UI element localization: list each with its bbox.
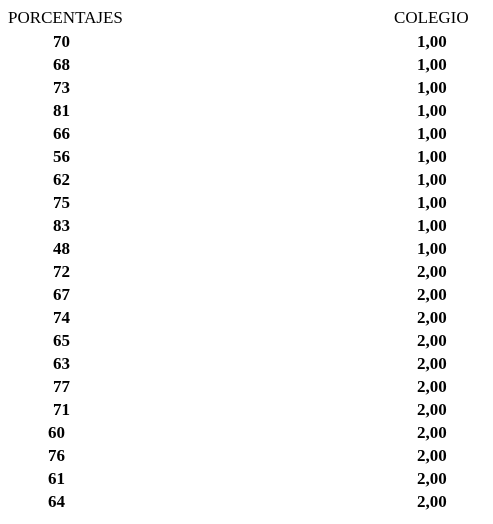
colegio-header: COLEGIO	[394, 8, 469, 27]
colegio-cell: 2,00	[417, 262, 447, 281]
porcentaje-cell: 68	[53, 55, 70, 74]
porcentaje-cell: 76	[48, 446, 65, 465]
porcentaje-cell: 56	[53, 147, 70, 166]
porcentaje-cell: 62	[53, 170, 70, 189]
table-row	[0, 329, 493, 352]
porcentaje-cell: 61	[48, 469, 65, 488]
colegio-cell: 1,00	[417, 55, 447, 74]
porcentaje-cell: 64	[48, 492, 65, 511]
porcentaje-cell: 73	[53, 78, 70, 97]
colegio-cell: 1,00	[417, 170, 447, 189]
table-row	[0, 53, 493, 76]
porcentaje-cell: 48	[53, 239, 70, 258]
table-row	[0, 99, 493, 122]
colegio-cell: 1,00	[417, 239, 447, 258]
porcentaje-cell: 70	[53, 32, 70, 51]
porcentaje-cell: 63	[53, 354, 70, 373]
table-row	[0, 145, 493, 168]
table-row	[0, 168, 493, 191]
porcentaje-cell: 65	[53, 331, 70, 350]
table-row	[0, 283, 493, 306]
porcentaje-cell: 83	[53, 216, 70, 235]
colegio-cell: 2,00	[417, 331, 447, 350]
porcentaje-cell: 74	[53, 308, 70, 327]
table-row	[0, 30, 493, 53]
porcentaje-cell: 81	[53, 101, 70, 120]
colegio-cell: 2,00	[417, 377, 447, 396]
colegio-cell: 2,00	[417, 285, 447, 304]
table-row	[0, 398, 493, 421]
porcentaje-cell: 66	[53, 124, 70, 143]
colegio-cell: 2,00	[417, 354, 447, 373]
porcentaje-cell: 60	[48, 423, 65, 442]
colegio-cell: 2,00	[417, 423, 447, 442]
table-row	[0, 444, 493, 467]
colegio-cell: 2,00	[417, 469, 447, 488]
colegio-cell: 1,00	[417, 101, 447, 120]
porcentaje-cell: 77	[53, 377, 70, 396]
colegio-cell: 1,00	[417, 193, 447, 212]
porcentaje-cell: 72	[53, 262, 70, 281]
porcentaje-cell: 67	[53, 285, 70, 304]
table-row	[0, 260, 493, 283]
colegio-cell: 1,00	[417, 124, 447, 143]
porcentaje-cell: 75	[53, 193, 70, 212]
table-row	[0, 191, 493, 214]
table-row	[0, 467, 493, 490]
table-row	[0, 306, 493, 329]
colegio-cell: 1,00	[417, 147, 447, 166]
porcentaje-cell: 71	[53, 400, 70, 419]
table-row	[0, 375, 493, 398]
colegio-cell: 2,00	[417, 308, 447, 327]
colegio-cell: 2,00	[417, 446, 447, 465]
colegio-cell: 1,00	[417, 216, 447, 235]
table-row	[0, 122, 493, 145]
table-row	[0, 237, 493, 260]
table-row	[0, 214, 493, 237]
table-row	[0, 76, 493, 99]
data-table	[0, 30, 493, 513]
colegio-cell: 1,00	[417, 32, 447, 51]
porcentajes-header: PORCENTAJES	[8, 8, 123, 27]
colegio-cell: 1,00	[417, 78, 447, 97]
table-row	[0, 490, 493, 513]
colegio-cell: 2,00	[417, 400, 447, 419]
colegio-cell: 2,00	[417, 492, 447, 511]
table-row	[0, 421, 493, 444]
table-row	[0, 352, 493, 375]
